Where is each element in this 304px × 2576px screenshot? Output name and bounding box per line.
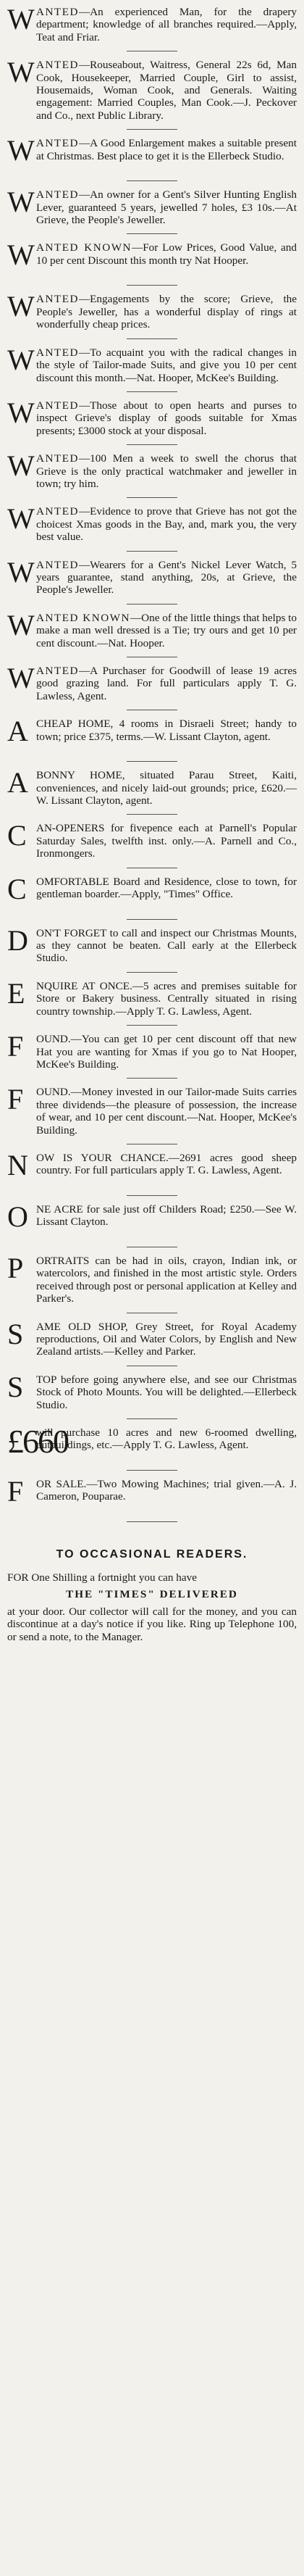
ad-text	[36, 293, 297, 331]
classified-ad	[7, 1423, 297, 1463]
ad-divider	[127, 1025, 177, 1026]
subscription-body: at your door. Our collector will call for the money, and you can discontinue at a day's notice if you like. Ring up Telephone 100, or send a note, to the Manager.	[7, 1605, 297, 1643]
ad-text	[36, 1086, 297, 1137]
ad-lead: ANTED	[36, 452, 79, 465]
ad-text	[36, 1203, 297, 1229]
ad-lead: ANTED	[36, 665, 79, 677]
ad-text	[36, 6, 297, 43]
drop-cap: S	[7, 1370, 24, 1403]
ad-text	[36, 346, 297, 384]
drop-cap: W	[7, 290, 35, 323]
classified-ad	[7, 1083, 297, 1137]
ad-body: —A Good Enlargement makes a suitable present at Christmas. Best place to get it is the Ellerbeck Studio.	[36, 137, 297, 162]
ad-lead: ANTED	[36, 399, 79, 412]
ad-body: —One of the little things that helps to make a man well dressed is a Tie; try ours and get 10 per cent discount.—Nat. Hooper.	[36, 611, 297, 649]
classified-ad	[7, 1148, 297, 1188]
ad-text	[36, 137, 297, 162]
ad-text	[36, 612, 297, 649]
classified-ad	[7, 134, 297, 173]
ad-body: AME OLD SHOP, Grey Street, for Royal Academy reproductions, Oil and Water Colors, by English and New Zealand artists.—Kelley and Parker.	[36, 1320, 297, 1358]
ad-divider	[127, 972, 177, 973]
ad-lead: ANTED	[36, 293, 79, 306]
ad-body: AN-OPENERS for fivepence each at Parnell's Popular Saturday Sales, twelfth inst. only.—A. Parnell and Co., Ironmongers.	[36, 822, 297, 860]
classified-ad	[7, 238, 297, 278]
ad-body: OW IS YOUR CHANCE.—2691 acres good sheep country. For full particulars apply T. G. Lawless, Agent.	[36, 1151, 297, 1177]
ad-text	[36, 927, 297, 965]
ad-divider	[127, 444, 177, 445]
ad-divider	[127, 129, 177, 130]
ad-lead: ANTED	[36, 558, 79, 571]
delivered-headline: THE "TIMES" DELIVERED	[66, 1588, 238, 1601]
ad-text	[36, 1426, 297, 1452]
drop-cap: F	[7, 1475, 24, 1508]
drop-cap: W	[7, 56, 35, 89]
drop-cap: W	[7, 502, 35, 536]
drop-cap: W	[7, 608, 35, 641]
ad-body: —Engagements by the score; Grieve, the People's Jeweller, has a wonderful display of rings at wonderfully cheap prices.	[36, 293, 297, 331]
ad-divider	[127, 1470, 177, 1471]
drop-cap: S	[7, 1317, 24, 1350]
drop-cap: N	[7, 1148, 28, 1181]
drop-cap: C	[7, 819, 27, 852]
ad-text	[36, 1374, 297, 1411]
ad-lead: ANTED KNOWN	[36, 611, 130, 624]
ad-text	[36, 718, 297, 743]
classified-ad	[7, 1030, 297, 1071]
ad-body: —Rouseabout, Waitress, General 22s 6d, Man Cook, Housekeeper, Married Couple, Girl to assist, Housemaids, Woman Cook, and Generals. Waiting engagement: Married Couples, Man Cook.—J. Peckover and Co., next Public Library.	[36, 59, 297, 122]
drop-cap: W	[7, 238, 35, 272]
classified-ad	[7, 1370, 297, 1411]
classified-ad	[7, 1200, 297, 1239]
subscription-notice	[7, 1571, 297, 1643]
ad-body: —To acquaint you with the radical changes in the style of Tailor-made Suits, and give you 10 per cent discount this month.—Nat. Hooper, McKee's Building.	[36, 346, 297, 384]
ad-body: NE ACRE for sale just off Childers Road; £250.—See W. Lissant Clayton.	[36, 1202, 297, 1229]
classified-ad	[7, 872, 297, 912]
drop-cap: F	[7, 1030, 24, 1063]
ad-text	[36, 399, 297, 437]
ad-body: —100 Men a week to swell the chorus that Grieve is the only practical watchmaker and jeweller in town; try him.	[36, 452, 297, 490]
ad-text	[36, 1478, 297, 1503]
classified-ad	[7, 608, 297, 649]
ad-text	[36, 1033, 297, 1071]
ad-divider	[127, 497, 177, 498]
subscription-intro: FOR One Shilling a fortnight you can have	[7, 1571, 197, 1584]
classified-ads-column	[7, 3, 297, 1522]
drop-cap: W	[7, 343, 35, 376]
ad-text	[36, 980, 297, 1018]
ad-divider	[127, 285, 177, 286]
ad-text	[36, 876, 297, 901]
ad-text	[36, 241, 297, 267]
drop-cap: W	[7, 555, 35, 589]
ad-text	[36, 188, 297, 226]
classified-ad	[7, 343, 297, 384]
ad-divider	[127, 1078, 177, 1079]
ad-lead: ANTED	[36, 188, 79, 201]
ad-body: —An owner for a Gent's Silver Hunting English Lever, guaranteed 5 years, jewelled 7 holes, £3 10s.—At Grieve, the People's Jeweller.	[36, 188, 297, 227]
ad-body: OUND.—Money invested in our Tailor-made Suits carries three dividends—the pleasure of possession, the increase of wear, and 10 per cent discount.—Nat. Hooper, McKee's Building.	[36, 1086, 297, 1137]
drop-cap: P	[7, 1251, 24, 1284]
ad-lead: ANTED KNOWN	[36, 241, 132, 254]
ad-text	[36, 59, 297, 122]
ad-body: OMFORTABLE Board and Residence, close to town, for gentleman boarder.—Apply, "Times" Office.	[36, 875, 297, 901]
ad-body: —An experienced Man, for the drapery department; knowledge of all branches required.—Apply, Teat and Friar.	[36, 6, 297, 43]
ad-divider	[127, 551, 177, 552]
drop-cap: A	[7, 715, 28, 748]
ad-divider	[127, 1418, 177, 1419]
drop-cap: W	[7, 449, 35, 483]
ad-body: CHEAP HOME, 4 rooms in Disraeli Street; handy to town; price £375, terms.—W. Lissant Clayton, agent.	[36, 718, 297, 743]
ad-divider	[127, 761, 177, 762]
ad-body: —Those about to open hearts and purses to inspect Grieve's display of goods suitable for Xmas presents; £3000 stock at your disposal.	[36, 399, 297, 437]
ad-divider	[127, 1521, 177, 1522]
drop-cap: C	[7, 872, 27, 905]
ad-body: —A Purchaser for Goodwill of lease 19 acres good grazing land. For full particulars apply T. G. Lawless, Agent.	[36, 665, 297, 702]
drop-cap: W	[7, 134, 35, 167]
classified-ad	[7, 715, 297, 754]
classified-ad	[7, 819, 297, 860]
drop-cap: £660	[7, 1423, 68, 1460]
ad-lead: ANTED	[36, 137, 79, 150]
ad-body: —Evidence to prove that Grieve has not got the choicest Xmas goods in the Bay, and, mark you, the very best value.	[36, 505, 297, 544]
ad-text	[36, 822, 297, 860]
classified-ad	[7, 1317, 297, 1358]
classified-ad	[7, 662, 297, 702]
ad-divider	[127, 233, 177, 234]
ad-body: ORTRAITS can be had in oils, crayon, Indian ink, or watercolors, and finished in the most artistic style. Orders received through post or personal application at Kelley and Parker's.	[36, 1254, 297, 1305]
classified-ad	[7, 396, 297, 437]
classified-ad	[7, 56, 297, 122]
ad-body: OUND.—You can get 10 per cent discount off that new Hat you are wanting for Xmas if you go to Nat Hooper, McKee's Building.	[36, 1033, 297, 1071]
ad-divider	[127, 338, 177, 339]
drop-cap: A	[7, 766, 28, 799]
ad-lead: ANTED	[36, 505, 79, 518]
classified-ad	[7, 555, 297, 597]
ad-body: BONNY HOME, situated Parau Street, Kaiti, conveniences, and nicely laid-out grounds; price, £620.—W. Lissant Clayton, agent.	[36, 769, 297, 807]
ad-divider	[127, 814, 177, 815]
ad-body: ON'T FORGET to call and inspect our Christmas Mounts, as they cannot be beaten. Call early at the Ellerbeck Studio.	[36, 926, 297, 965]
ad-divider	[127, 391, 177, 392]
ad-body: —Wearers for a Gent's Nickel Lever Watch, 5 years guarantee, stand anything, 20s, at Grieve, the People's Jeweller.	[36, 558, 297, 597]
drop-cap: D	[7, 923, 28, 957]
drop-cap: O	[7, 1200, 28, 1233]
drop-cap: W	[7, 3, 35, 36]
classified-ad	[7, 923, 297, 965]
ad-body: NQUIRE AT ONCE.—5 acres and premises suitable for Store or Bakery business. Centrally situated in rising country township.—Apply T. G. Lawless, Agent.	[36, 979, 297, 1018]
classified-ad	[7, 3, 297, 43]
classified-ad	[7, 449, 297, 490]
ad-text	[36, 1152, 297, 1177]
drop-cap: W	[7, 396, 35, 429]
classified-ad	[7, 766, 297, 807]
ad-body: —For Low Prices, Good Value, and 10 per cent Discount this month try Nat Hooper.	[36, 241, 297, 267]
ad-divider	[127, 919, 177, 920]
ad-text	[36, 559, 297, 597]
classified-ad	[7, 1475, 297, 1514]
ad-text	[36, 505, 297, 543]
ad-lead: ANTED	[36, 59, 79, 72]
ad-divider	[127, 1195, 177, 1196]
ad-lead: ANTED	[36, 346, 79, 359]
drop-cap: W	[7, 662, 35, 694]
ad-body: TOP before going anywhere else, and see our Christmas Stock of Photo Mounts. You will be delighted.—Ellerbeck Studio.	[36, 1373, 297, 1411]
drop-cap: E	[7, 976, 25, 1010]
ad-text	[36, 769, 297, 807]
drop-cap: W	[7, 186, 35, 219]
ad-body: OR SALE.—Two Mowing Machines; trial given.—A. J. Cameron, Pouparae.	[36, 1478, 297, 1503]
ad-text	[36, 665, 297, 702]
ad-divider	[127, 180, 177, 181]
ad-text	[36, 1255, 297, 1305]
ad-body: will purchase 10 acres and new 6-roomed dwelling, outbuildings, etc.—Apply T. G. Lawless, Agent.	[36, 1426, 297, 1452]
section-heading: TO OCCASIONAL READERS.	[56, 1548, 248, 1561]
drop-cap: F	[7, 1083, 24, 1116]
classified-ad	[7, 290, 297, 331]
ad-lead: ANTED	[36, 6, 79, 18]
classified-ad	[7, 502, 297, 544]
classified-ad	[7, 188, 297, 226]
ad-text	[36, 452, 297, 490]
ad-text	[36, 1321, 297, 1358]
classified-ad	[7, 976, 297, 1018]
classified-ad	[7, 1251, 297, 1305]
